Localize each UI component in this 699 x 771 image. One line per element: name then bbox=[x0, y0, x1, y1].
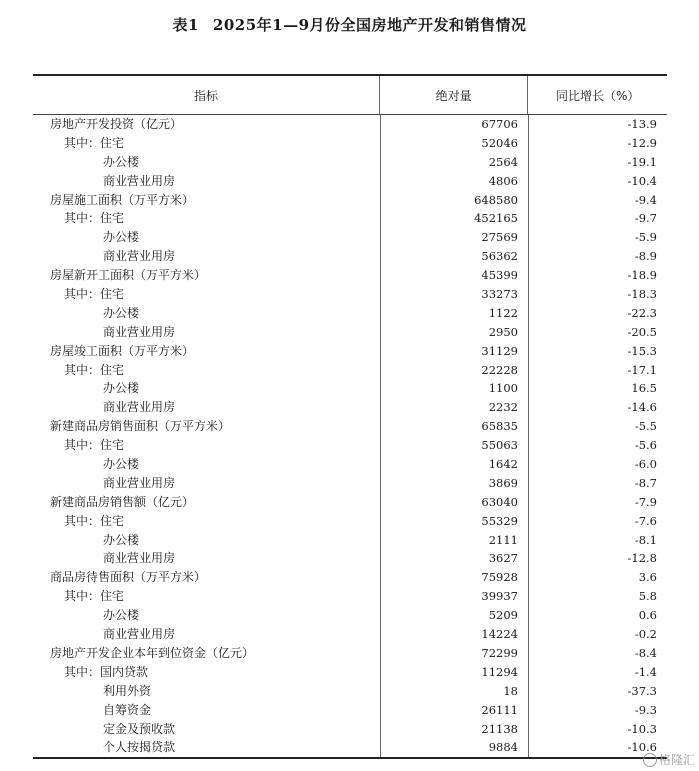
table-row bbox=[33, 361, 667, 380]
row-growth: -9.7 bbox=[528, 209, 667, 228]
row-growth: -37.3 bbox=[528, 682, 667, 701]
row-value: 56362 bbox=[380, 247, 528, 266]
row-label: 办公楼 bbox=[103, 532, 140, 547]
row-growth: 16.5 bbox=[528, 379, 667, 398]
row-value: 2232 bbox=[380, 398, 528, 417]
watermark bbox=[643, 751, 695, 768]
table-row bbox=[33, 323, 667, 342]
row-label: 商业营业用房 bbox=[103, 627, 176, 642]
row-value: 67706 bbox=[380, 115, 528, 134]
row-label: 其中：住宅 bbox=[64, 438, 125, 453]
row-value: 5209 bbox=[380, 606, 528, 625]
row-label: 房地产开发企业本年到位资金（亿元） bbox=[50, 645, 255, 660]
table-row bbox=[33, 209, 667, 228]
row-value: 26111 bbox=[380, 701, 528, 720]
row-label: 商业营业用房 bbox=[103, 173, 176, 188]
table-title-text: 2025年1—9月份全国房地产开发和销售情况 bbox=[212, 16, 527, 34]
row-growth: -5.5 bbox=[528, 417, 667, 436]
row-growth: -10.4 bbox=[528, 172, 667, 191]
row-label: 商业营业用房 bbox=[103, 475, 176, 490]
row-label: 办公楼 bbox=[103, 305, 140, 320]
row-growth: -13.9 bbox=[528, 115, 667, 134]
row-label: 房屋竣工面积（万平方米） bbox=[50, 343, 195, 358]
row-growth: 0.6 bbox=[528, 606, 667, 625]
row-value: 55063 bbox=[380, 436, 528, 455]
row-growth: -22.3 bbox=[528, 304, 667, 323]
row-growth: -8.1 bbox=[528, 531, 667, 550]
row-growth: -7.6 bbox=[528, 512, 667, 531]
watermark-text: 格隆汇 bbox=[658, 753, 695, 767]
table-row bbox=[33, 134, 667, 153]
row-value: 2950 bbox=[380, 323, 528, 342]
table-row bbox=[33, 398, 667, 417]
row-growth: -14.6 bbox=[528, 398, 667, 417]
row-growth: 5.8 bbox=[528, 587, 667, 606]
table-row bbox=[33, 606, 667, 625]
row-growth: -17.1 bbox=[528, 361, 667, 380]
table-body bbox=[33, 115, 667, 757]
row-value: 72299 bbox=[380, 644, 528, 663]
table-row bbox=[33, 266, 667, 285]
table-row bbox=[33, 738, 667, 757]
row-growth: -9.3 bbox=[528, 701, 667, 720]
row-value: 63040 bbox=[380, 493, 528, 512]
row-growth: -12.8 bbox=[528, 549, 667, 568]
row-growth: -9.4 bbox=[528, 191, 667, 210]
table-row bbox=[33, 549, 667, 568]
row-value: 18 bbox=[380, 682, 528, 701]
table-row bbox=[33, 474, 667, 493]
table-row bbox=[33, 455, 667, 474]
row-value: 2564 bbox=[380, 153, 528, 172]
table-row bbox=[33, 304, 667, 323]
row-label: 定金及预收款 bbox=[103, 721, 176, 736]
row-value: 3869 bbox=[380, 474, 528, 493]
table-row bbox=[33, 436, 667, 455]
row-growth: -10.6 bbox=[528, 738, 667, 757]
row-growth: -10.3 bbox=[528, 720, 667, 739]
table-row bbox=[33, 720, 667, 739]
row-label: 办公楼 bbox=[103, 230, 140, 245]
row-growth: -12.9 bbox=[528, 134, 667, 153]
header-indicator: 指标 bbox=[193, 88, 218, 103]
table-row bbox=[33, 247, 667, 266]
row-label: 个人按揭贷款 bbox=[103, 740, 176, 755]
row-value: 75928 bbox=[380, 568, 528, 587]
table-title bbox=[0, 14, 699, 35]
row-growth: -15.3 bbox=[528, 342, 667, 361]
table-number: 表1 bbox=[172, 16, 199, 34]
row-value: 11294 bbox=[380, 663, 528, 682]
row-growth: -8.9 bbox=[528, 247, 667, 266]
row-growth: -7.9 bbox=[528, 493, 667, 512]
row-label: 办公楼 bbox=[103, 608, 140, 623]
table-row bbox=[33, 568, 667, 587]
table-row bbox=[33, 191, 667, 210]
row-label: 新建商品房销售额（亿元） bbox=[50, 494, 195, 509]
row-label: 办公楼 bbox=[103, 381, 140, 396]
table-row bbox=[33, 531, 667, 550]
table-row bbox=[33, 342, 667, 361]
table-row bbox=[33, 285, 667, 304]
table-row bbox=[33, 587, 667, 606]
row-label: 房屋施工面积（万平方米） bbox=[50, 192, 195, 207]
table-row bbox=[33, 663, 667, 682]
row-value: 1122 bbox=[380, 304, 528, 323]
row-value: 65835 bbox=[380, 417, 528, 436]
row-value: 1642 bbox=[380, 455, 528, 474]
table-row bbox=[33, 153, 667, 172]
row-label: 其中：住宅 bbox=[64, 135, 125, 150]
row-value: 9884 bbox=[380, 738, 528, 757]
row-label: 自筹资金 bbox=[103, 702, 152, 717]
table-row bbox=[33, 493, 667, 512]
row-growth: -5.9 bbox=[528, 228, 667, 247]
row-growth: -5.6 bbox=[528, 436, 667, 455]
row-value: 33273 bbox=[380, 285, 528, 304]
logo-circle-icon bbox=[643, 753, 657, 767]
row-label: 办公楼 bbox=[103, 154, 140, 169]
table-row bbox=[33, 625, 667, 644]
row-value: 45399 bbox=[380, 266, 528, 285]
header-absolute: 绝对量 bbox=[379, 76, 528, 114]
table-header bbox=[33, 76, 667, 115]
row-value: 27569 bbox=[380, 228, 528, 247]
row-value: 2111 bbox=[380, 531, 528, 550]
row-label: 其中：住宅 bbox=[64, 589, 125, 604]
row-growth: -20.5 bbox=[528, 323, 667, 342]
row-growth: -18.3 bbox=[528, 285, 667, 304]
row-label: 其中：国内贷款 bbox=[64, 664, 149, 679]
row-value: 55329 bbox=[380, 512, 528, 531]
row-label: 房屋新开工面积（万平方米） bbox=[50, 268, 207, 283]
row-label: 其中：住宅 bbox=[64, 211, 125, 226]
table-row bbox=[33, 379, 667, 398]
row-growth: -0.2 bbox=[528, 625, 667, 644]
table-row bbox=[33, 417, 667, 436]
data-table bbox=[33, 74, 667, 759]
row-label: 其中：住宅 bbox=[64, 287, 125, 302]
row-growth: 3.6 bbox=[528, 568, 667, 587]
table-row bbox=[33, 682, 667, 701]
row-value: 21138 bbox=[380, 720, 528, 739]
header-yoy: 同比增长（%） bbox=[527, 76, 667, 114]
row-value: 31129 bbox=[380, 342, 528, 361]
row-label: 办公楼 bbox=[103, 457, 140, 472]
row-growth: -6.0 bbox=[528, 455, 667, 474]
row-label: 商业营业用房 bbox=[103, 400, 176, 415]
row-growth: -19.1 bbox=[528, 153, 667, 172]
row-label: 其中：住宅 bbox=[64, 513, 125, 528]
row-value: 452165 bbox=[380, 209, 528, 228]
row-value: 52046 bbox=[380, 134, 528, 153]
row-label: 新建商品房销售面积（万平方米） bbox=[50, 419, 231, 434]
table-row bbox=[33, 172, 667, 191]
row-label: 房地产开发投资（亿元） bbox=[50, 117, 183, 131]
row-value: 14224 bbox=[380, 625, 528, 644]
row-label: 利用外资 bbox=[103, 683, 152, 698]
table-row bbox=[33, 512, 667, 531]
table-row bbox=[33, 644, 667, 663]
row-value: 4806 bbox=[380, 172, 528, 191]
row-value: 22228 bbox=[380, 361, 528, 380]
table-row bbox=[33, 228, 667, 247]
row-label: 商品房待售面积（万平方米） bbox=[50, 570, 207, 585]
row-value: 39937 bbox=[380, 587, 528, 606]
row-label: 其中：住宅 bbox=[64, 362, 125, 377]
row-growth: -8.7 bbox=[528, 474, 667, 493]
bottom-rule bbox=[33, 757, 667, 759]
table-row bbox=[33, 115, 667, 134]
row-growth: -8.4 bbox=[528, 644, 667, 663]
table-row bbox=[33, 701, 667, 720]
row-label: 商业营业用房 bbox=[103, 249, 176, 264]
row-value: 1100 bbox=[380, 379, 528, 398]
row-value: 648580 bbox=[380, 191, 528, 210]
row-label: 商业营业用房 bbox=[103, 551, 176, 566]
row-growth: -1.4 bbox=[528, 663, 667, 682]
row-growth: -18.9 bbox=[528, 266, 667, 285]
row-label: 商业营业用房 bbox=[103, 324, 176, 339]
row-value: 3627 bbox=[380, 549, 528, 568]
